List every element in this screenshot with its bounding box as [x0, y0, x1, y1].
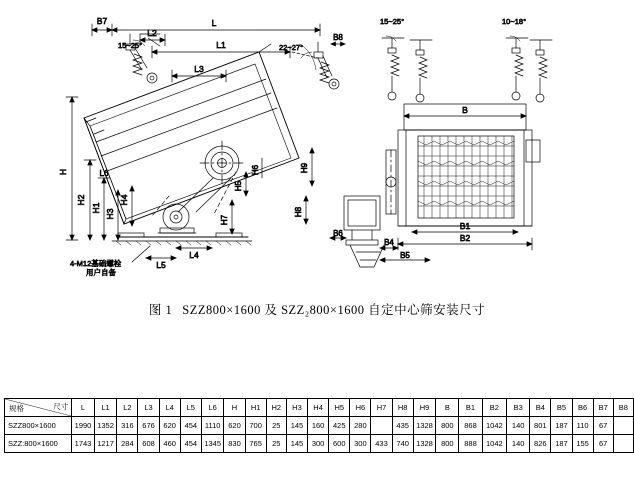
th-B3: B3 [507, 399, 530, 417]
r2-c9: 25 [266, 435, 286, 453]
svg-text:B7: B7 [96, 16, 108, 26]
th-H1: H1 [245, 399, 266, 417]
svg-text:B6: B6 [333, 229, 343, 238]
r1-c25 [613, 417, 633, 435]
th-H9: H9 [413, 399, 436, 417]
svg-text:B1: B1 [459, 221, 471, 231]
r1-c18: 868 [459, 417, 482, 435]
r1-c24: 67 [593, 417, 613, 435]
th-L: L [72, 399, 95, 417]
svg-text:H9: H9 [300, 162, 309, 174]
r1-c5: 454 [180, 417, 201, 435]
th-B1: B1 [459, 399, 482, 417]
table-header-row [5, 399, 634, 417]
r2-c2: 284 [117, 435, 138, 453]
r2-c14: 433 [371, 435, 392, 453]
svg-text:H3: H3 [105, 208, 115, 220]
th-L3: L3 [138, 399, 159, 417]
r1-c0: 1990 [72, 417, 95, 435]
r1-c7: 620 [224, 417, 245, 435]
svg-text:B2: B2 [459, 233, 471, 243]
svg-text:H: H [58, 168, 68, 176]
r2-c15: 740 [392, 435, 413, 453]
r2-c18: 888 [459, 435, 482, 453]
r2-c21: 826 [530, 435, 551, 453]
r2-c13: 300 [350, 435, 371, 453]
r1-c22: 187 [551, 417, 572, 435]
th-B8: B8 [613, 399, 633, 417]
r1-c4: 620 [159, 417, 180, 435]
th-H4: H4 [308, 399, 329, 417]
figure-caption [0, 300, 634, 318]
table-corner-cell [5, 399, 72, 417]
spec-table [4, 398, 634, 453]
r2-c16: 1328 [413, 435, 436, 453]
th-L5: L5 [180, 399, 201, 417]
r1-c14 [371, 417, 392, 435]
svg-text:L3: L3 [194, 64, 204, 74]
r1-c2: 316 [117, 417, 138, 435]
svg-text:用户自备: 用户自备 [86, 268, 116, 277]
r2-c4: 460 [159, 435, 180, 453]
figure-title: SZZ800×1600 及 SZZ₂800×1600 自定中心筛安装尺寸 [182, 303, 486, 317]
r2-c25 [613, 435, 633, 453]
corner-label-dimension: 尺寸 [53, 402, 69, 411]
r1-c21: 801 [530, 417, 551, 435]
th-B4: B4 [530, 399, 551, 417]
svg-text:B4: B4 [384, 238, 394, 247]
r1-c16: 1328 [413, 417, 436, 435]
svg-text:L6: L6 [99, 169, 109, 178]
r2-c22: 187 [551, 435, 572, 453]
svg-text:H1: H1 [91, 202, 101, 214]
figure-number: 图 1 [148, 303, 173, 317]
r2-c3: 608 [138, 435, 159, 453]
r2-c5: 454 [180, 435, 201, 453]
svg-text:B5: B5 [400, 251, 410, 260]
svg-text:H5: H5 [234, 180, 243, 192]
svg-text:H2: H2 [76, 194, 86, 206]
svg-text:L4: L4 [189, 250, 199, 260]
r1-c6: 1110 [201, 417, 224, 435]
svg-text:L5: L5 [156, 260, 166, 270]
svg-text:B8: B8 [333, 33, 343, 42]
th-L1: L1 [94, 399, 117, 417]
r2-c11: 300 [308, 435, 329, 453]
svg-text:H4: H4 [119, 194, 129, 206]
th-L2: L2 [117, 399, 138, 417]
r2-c8: 765 [245, 435, 266, 453]
r1-c20: 140 [507, 417, 530, 435]
svg-text:H7: H7 [220, 214, 229, 226]
svg-text:H6: H6 [251, 164, 260, 176]
svg-text:L2: L2 [147, 28, 157, 38]
svg-text:10~18°: 10~18° [502, 17, 527, 26]
r1-c12: 425 [329, 417, 350, 435]
corner-label-model: 规格 [9, 404, 24, 413]
r2-c17: 800 [436, 435, 459, 453]
th-B: B [436, 399, 459, 417]
r1-c19: 1042 [482, 417, 507, 435]
svg-text:L: L [211, 18, 217, 28]
th-B5: B5 [551, 399, 572, 417]
th-B2: B2 [482, 399, 507, 417]
svg-text:H8: H8 [294, 206, 303, 218]
row-model-2: SZZ:800×1600 [5, 435, 72, 453]
r2-c24: 67 [593, 435, 613, 453]
row-model-1: SZZ800×1600 [5, 417, 72, 435]
svg-text:4-M12基础螺栓: 4-M12基础螺栓 [70, 259, 122, 268]
table-row [5, 435, 634, 453]
th-H: H [224, 399, 245, 417]
svg-text:22~27°: 22~27° [279, 43, 304, 52]
svg-text:15~25°: 15~25° [380, 17, 405, 26]
r1-c3: 676 [138, 417, 159, 435]
table-row [5, 417, 634, 435]
th-H8: H8 [392, 399, 413, 417]
r1-c1: 1352 [94, 417, 117, 435]
th-L6: L6 [201, 399, 224, 417]
r1-c15: 435 [392, 417, 413, 435]
th-H5: H5 [329, 399, 350, 417]
svg-text:B: B [462, 105, 468, 115]
r1-c10: 145 [286, 417, 307, 435]
th-H6: H6 [350, 399, 371, 417]
r1-c11: 160 [308, 417, 329, 435]
th-L4: L4 [159, 399, 180, 417]
r2-c23: 155 [572, 435, 593, 453]
svg-text:15~25°: 15~25° [118, 41, 143, 50]
r1-c17: 800 [436, 417, 459, 435]
th-B6: B6 [572, 399, 593, 417]
r2-c20: 140 [507, 435, 530, 453]
th-H2: H2 [266, 399, 286, 417]
r1-c13: 280 [350, 417, 371, 435]
r2-c6: 1345 [201, 435, 224, 453]
r2-c19: 1042 [482, 435, 507, 453]
th-H3: H3 [286, 399, 307, 417]
th-B7: B7 [593, 399, 613, 417]
r1-c9: 25 [266, 417, 286, 435]
r2-c0: 1743 [72, 435, 95, 453]
r2-c10: 145 [286, 435, 307, 453]
r2-c12: 600 [329, 435, 350, 453]
svg-text:L1: L1 [216, 40, 226, 50]
r1-c23: 110 [572, 417, 593, 435]
r1-c8: 700 [245, 417, 266, 435]
r2-c1: 1217 [94, 435, 117, 453]
th-H7: H7 [371, 399, 392, 417]
r2-c7: 830 [224, 435, 245, 453]
